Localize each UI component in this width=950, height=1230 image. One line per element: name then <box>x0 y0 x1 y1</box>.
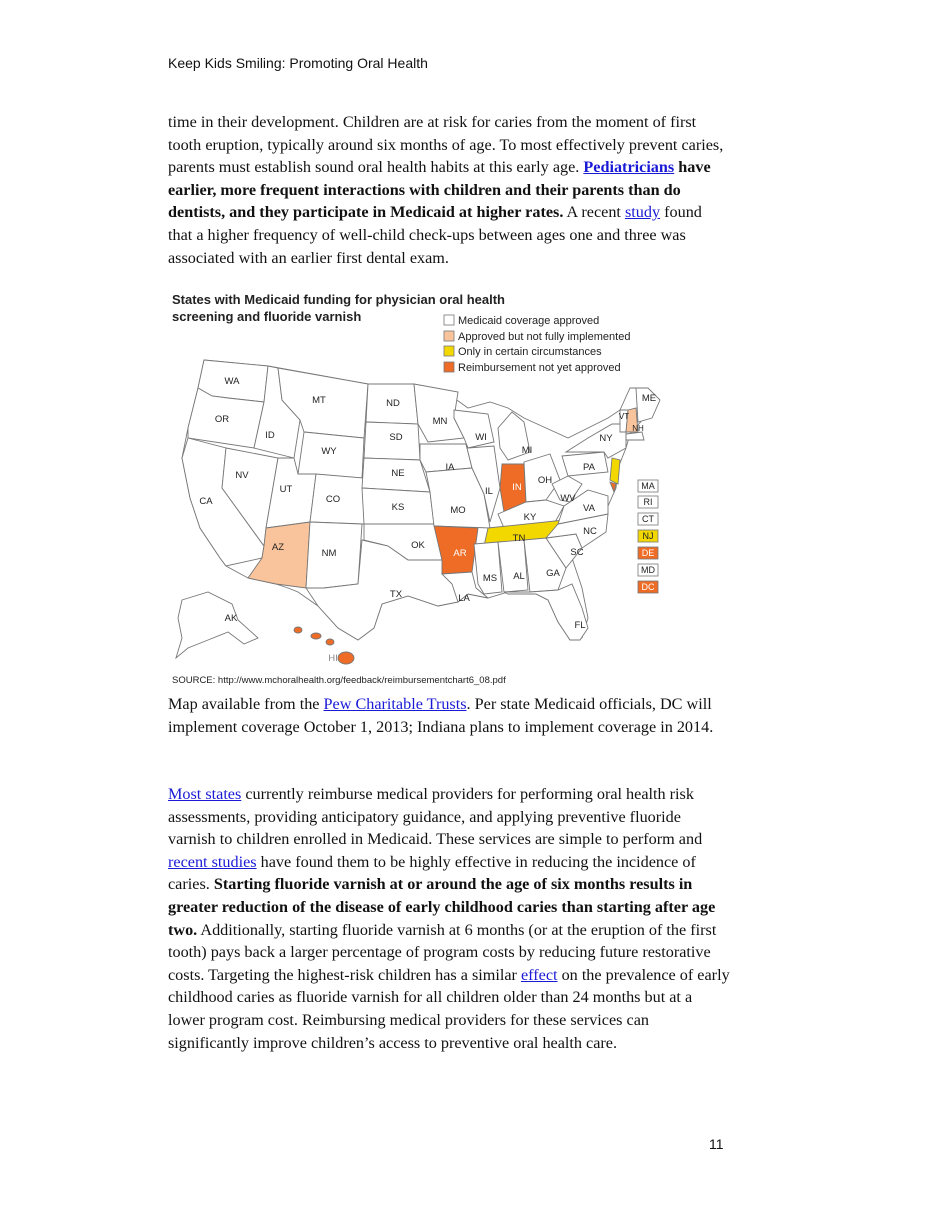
text-run: on the prevalence of early childhood caries as fluoride varnish for all children older than 24 months but at a lower program cost. Reimbursing medical providers for these services can significantly improve children’s access to preventive oral health care. <box>168 965 730 1052</box>
text-run: . Per state Medicaid officials, DC will implement coverage October 1, 2013; Indiana plans to implement coverage in 2014. <box>168 695 714 736</box>
legend-swatch-not-approved <box>444 362 454 372</box>
state-label: VT <box>618 412 630 421</box>
pew-charitable-trusts-link[interactable]: Pew Charitable Trusts <box>323 695 467 713</box>
state-label: WV <box>560 493 576 504</box>
paragraph-fluoride <box>168 783 730 1054</box>
text-run: time in their development. Children are at risk for caries from the moment of first tooth eruption, typically around six months of age. To most effectively prevent caries, parents must establish sound oral health habits at this early age. <box>168 113 724 177</box>
state-label: AL <box>513 571 525 582</box>
small-state-label: DC <box>641 582 655 592</box>
state-label: NM <box>321 548 337 559</box>
state-label: MN <box>432 416 448 427</box>
state-label: TN <box>512 533 526 544</box>
text-run: found that a higher frequency of well-child check-ups between ages one and three was associated with an earlier first dental exam. <box>168 203 702 267</box>
state-label: ME <box>641 393 657 404</box>
state-hi-island <box>294 627 302 633</box>
state-label: NY <box>599 433 613 444</box>
state-hi-island <box>326 639 334 645</box>
state-label: WA <box>224 376 240 387</box>
state-hi-island <box>311 633 321 639</box>
text-run: A recent <box>563 203 625 222</box>
legend-swatch-certain <box>444 346 454 356</box>
text-run: Additionally, starting fluoride varnish at 6 months (or at the eruption of the first tooth) pays back a larger percentage of program costs by reducing future restorative costs. Targeting the highest-risk children has a similar <box>168 920 717 984</box>
pediatricians-link[interactable]: Pediatricians <box>583 158 675 177</box>
state-label: NE <box>391 468 405 479</box>
legend-swatch-approved <box>444 315 454 325</box>
state-label: OK <box>411 540 425 551</box>
small-state-label: NJ <box>642 531 654 541</box>
state-label: WY <box>321 446 337 457</box>
legend-label: Medicaid coverage approved <box>458 315 600 327</box>
bold-text: Starting fluoride varnish at or around the age of six months results in greater reduction of the disease of early childhood caries than starting after age two. <box>168 875 716 939</box>
state-label: NH <box>632 424 644 433</box>
state-label: MS <box>482 573 498 584</box>
paragraph-intro <box>168 111 730 269</box>
state-label: IL <box>485 486 493 497</box>
state-hi-island <box>338 652 354 664</box>
state-label: ID <box>265 430 275 441</box>
text-run: currently reimburse medical providers for performing oral health risk assessments, providing anticipatory guidance, and applying preventive fluoride varnish to children enrolled in Medicaid. These services are simple to perform and <box>168 785 703 849</box>
legend-label: Only in certain circumstances <box>458 346 602 358</box>
page-number: 11 <box>709 1136 724 1152</box>
small-state-label: DE <box>641 548 655 558</box>
state-label: KY <box>523 512 537 523</box>
state-label: CO <box>325 494 341 505</box>
most-states-link[interactable]: Most states <box>168 785 242 803</box>
text-run: have found them to be highly effective in reducing the incidence of caries. <box>168 852 696 894</box>
state-label: AZ <box>271 542 285 553</box>
state-label: GA <box>546 568 560 579</box>
state-label: SD <box>389 432 403 443</box>
small-state-label: MD <box>641 565 655 575</box>
state-label: OR <box>214 414 230 425</box>
small-states-boxes <box>638 480 658 593</box>
state-label: HI <box>328 653 338 664</box>
state-label: IN <box>512 482 522 493</box>
state-fl <box>504 584 588 640</box>
state-label: VA <box>583 503 595 514</box>
legend-swatch-partial <box>444 331 454 341</box>
state-label: MT <box>312 395 326 406</box>
state-label: LA <box>458 593 470 604</box>
recent-studies-link[interactable]: recent studies <box>168 852 257 871</box>
state-label: FL <box>574 620 586 631</box>
bold-text: have earlier, more frequent interactions with children and their parents than do dentists, and they participate in Medicaid at higher rates. <box>168 158 711 222</box>
map-title-line2: screening and fluoride varnish <box>172 309 362 324</box>
medicaid-map-figure <box>168 288 680 688</box>
effect-link[interactable]: effect <box>520 965 558 984</box>
state-label: MO <box>450 505 466 516</box>
state-label: NC <box>583 526 597 537</box>
legend-label: Approved but not fully implemented <box>458 331 631 343</box>
state-label: NV <box>235 470 249 481</box>
small-state-label: MA <box>641 481 655 491</box>
state-ak <box>176 592 258 658</box>
state-nj <box>610 458 620 484</box>
legend-label: Reimbursement not yet approved <box>458 362 621 374</box>
state-label: IA <box>445 462 455 473</box>
state-label: TX <box>389 589 403 600</box>
state-label: AR <box>453 548 467 559</box>
state-label: WI <box>475 432 487 443</box>
small-state-label: RI <box>643 497 653 507</box>
map-source: SOURCE: http://www.mchoralhealth.org/feedback/reimbursementchart6_08.pdf <box>172 675 506 686</box>
map-legend <box>444 315 630 374</box>
state-label: SC <box>570 547 584 558</box>
map-title-line1: States with Medicaid funding for physician oral health <box>172 292 505 307</box>
running-header: Keep Kids Smiling: Promoting Oral Health <box>168 55 428 71</box>
text-run: Map available from the <box>168 695 324 713</box>
state-label: UT <box>279 484 293 495</box>
state-label: AK <box>224 613 238 624</box>
state-label: CA <box>199 496 213 507</box>
state-label: PA <box>583 462 595 473</box>
state-label: MI <box>521 445 533 456</box>
small-state-label: CT <box>642 514 654 524</box>
state-label: KS <box>391 502 405 513</box>
study-link[interactable]: study <box>624 203 661 222</box>
paragraph-map-note <box>168 693 730 738</box>
state-label: ND <box>386 398 400 409</box>
state-label: OH <box>537 475 553 486</box>
